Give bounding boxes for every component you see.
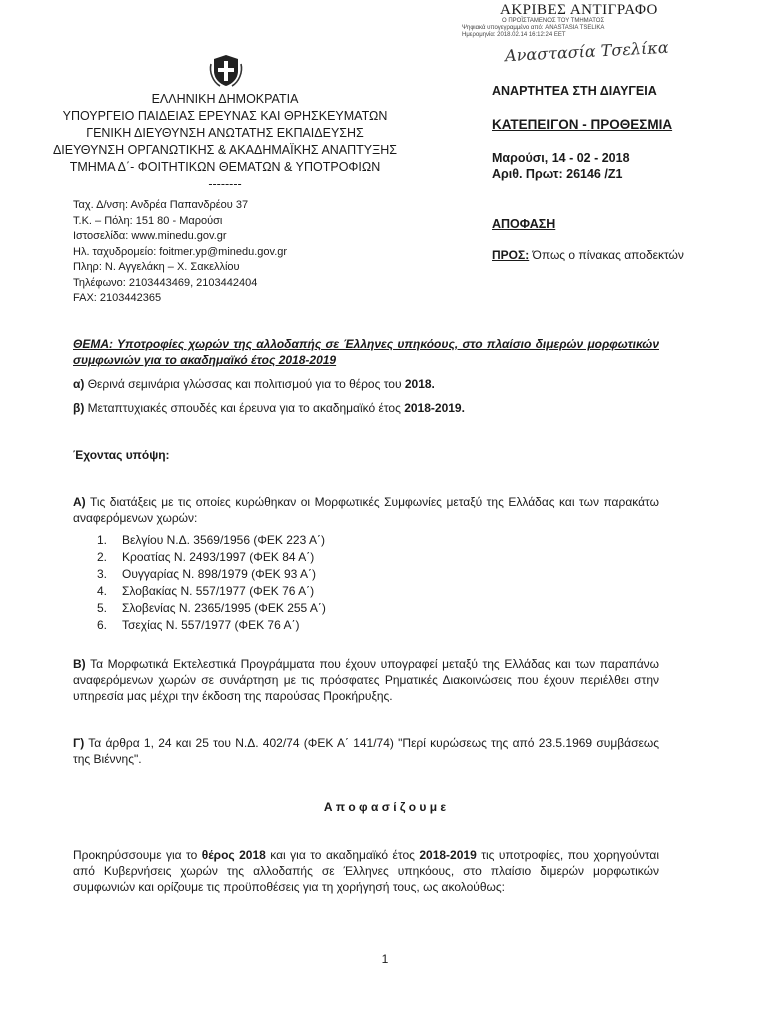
list-item-text: Ουγγαρίας Ν. 898/1979 (ΦΕΚ 93 Α΄) <box>122 567 317 581</box>
subject-item-a-year: 2018. <box>404 377 435 391</box>
coat-of-arms-icon <box>208 52 244 88</box>
subject-item-a-label: α) <box>73 377 85 391</box>
stamp-line-2: Ψηφιακά υπογεγραμμένο από: ANASTASIA TSELIKA <box>462 25 605 31</box>
clause-b-label: Β) <box>73 657 86 671</box>
recipients <box>492 247 684 263</box>
clause-c-text: Τα άρθρα 1, 24 και 25 του Ν.Δ. 402/74 (ΦΕΚ Α΄ 141/74) "Περί κυρώσεως της από 23.5.1969 συμβάσεως της Βιέννης". <box>73 736 659 766</box>
announcement-text-2: και για το ακαδημαϊκό έτος <box>265 848 420 862</box>
clause-c-label: Γ) <box>73 736 85 750</box>
subject-item-b-year: 2018-2019. <box>404 401 465 415</box>
agreements-list <box>97 532 326 634</box>
list-item-number: 1. <box>97 533 108 547</box>
handwritten-signature: Αναστασία Τσελίκα <box>504 37 670 66</box>
contact-fax: FAX: 2103442365 <box>73 292 162 304</box>
subject-text: : Υποτροφίες χωρών της αλλοδαπής σε Έλληνες υπηκόους, στο πλαίσιο διμερών μορφωτικών συμφωνιών για το ακαδημαϊκό έτος 2018-2019 <box>73 337 659 367</box>
document-date: Μαρούσι, 14 - 02 - 2018 <box>492 151 630 165</box>
considering-heading: Έχοντας υπόψη: <box>73 448 170 462</box>
protocol-number: Αριθ. Πρωτ: 26146 /Ζ1 <box>492 167 623 181</box>
page-number: 1 <box>381 952 389 966</box>
stamp-line-3: Ημερομηνία: 2018.02.14 16:12:24 EET <box>462 32 566 38</box>
contact-postal: Τ.Κ. – Πόλη: 151 80 - Μαρούσι <box>73 214 223 227</box>
subject <box>73 336 659 368</box>
list-item-number: 2. <box>97 550 108 564</box>
header-line: ΥΠΟΥΡΓΕΙΟ ΠΑΙΔΕΙΑΣ ΕΡΕΥΝΑΣ ΚΑΙ ΘΡΗΣΚΕΥΜΑΤΩΝ <box>62 109 388 123</box>
recipients-value: Όπως ο πίνακας αποδεκτών <box>529 248 684 262</box>
list-item-text: Σλοβενίας Ν. 2365/1995 (ΦΕΚ 255 Α΄) <box>122 601 326 615</box>
contact-website[interactable]: Ιστοσελίδα: www.minedu.gov.gr <box>73 230 227 242</box>
header-line: ΔΙΕΥΘΥΝΣΗ ΟΡΓΑΝΩΤΙΚΗΣ & ΑΚΑΔΗΜΑΪΚΗΣ ΑΝΑΠΤΥΞΗΣ <box>52 143 398 157</box>
list-item-text: Κροατίας Ν. 2493/1997 (ΦΕΚ 84 Α΄) <box>122 550 315 564</box>
list-item-number: 3. <box>97 567 108 581</box>
diavgeia-notice: ΑΝΑΡΤΗΤΕΑ ΣΤΗ ΔΙΑΥΓΕΙΑ <box>492 84 657 98</box>
certified-copy-stamp <box>462 2 662 39</box>
header-line: ΤΜΗΜΑ Δ΄- ΦΟΙΤΗΤΙΚΩΝ ΘΕΜΑΤΩΝ & ΥΠΟΤΡΟΦΙΩΝ <box>69 160 381 174</box>
subject-item-a-text: Θερινά σεμινάρια γλώσσας και πολιτισμού για το θέρος του <box>84 377 405 391</box>
list-item <box>97 600 326 617</box>
header-line: ΓΕΝΙΚΗ ΔΙΕΥΘΥΝΣΗ ΑΝΩΤΑΤΗΣ ΕΚΠΑΙΔΕΥΣΗΣ <box>86 126 364 140</box>
list-item <box>97 549 326 566</box>
contact-info <box>73 198 287 307</box>
stamp-line-1: Ο ΠΡΟΪΣΤΑΜΕΝΟΣ ΤΟΥ ΤΜΗΜΑΤΟΣ <box>502 18 605 24</box>
announcement-summer: θέρος 2018 <box>201 848 266 862</box>
list-item-number: 5. <box>97 601 108 615</box>
announcement-text-3: τις υποτροφίες, που χορηγούνται από Κυβερνήσεις χωρών της αλλοδαπής σε Έλληνες υπηκόους, στο πλαίσιο διμερών μορφωτικών συμφωνιών και ορίζουμε τις προϋποθέσεις για τη χορήγησή τους, ως ακολούθως: <box>73 848 659 894</box>
list-item-number: 4. <box>97 584 108 598</box>
recipients-label: ΠΡΟΣ: <box>492 248 530 262</box>
list-item-number: 6. <box>97 618 108 632</box>
subject-item-a <box>73 376 659 392</box>
contact-email[interactable]: Ηλ. ταχυδρομείο: foitmer.yp@minedu.gov.gr <box>73 245 288 258</box>
urgent-deadline: ΚΑΤΕΠΕΙΓΟΝ - ΠΡΟΘΕΣΜΙΑ <box>492 117 673 132</box>
decide-heading: Α π ο φ α σ ί ζ ο υ μ ε <box>323 800 447 814</box>
clause-c <box>73 735 659 767</box>
ministry-header <box>40 91 410 193</box>
decision-heading: ΑΠΟΦΑΣΗ <box>492 217 556 231</box>
clause-a-label: Α) <box>73 495 86 509</box>
list-item-text: Τσεχίας Ν. 557/1977 (ΦΕΚ 76 Α΄) <box>122 618 300 632</box>
list-item-text: Σλοβακίας Ν. 557/1977 (ΦΕΚ 76 Α΄) <box>122 584 315 598</box>
subject-label: ΘΕΜΑ <box>73 337 109 351</box>
announcement-paragraph <box>73 847 659 895</box>
header-line: ΕΛΛΗΝΙΚΗ ΔΗΜΟΚΡΑΤΙΑ <box>151 92 299 106</box>
list-item <box>97 566 326 583</box>
clause-b <box>73 656 659 704</box>
subject-item-b-label: β) <box>73 401 85 415</box>
announcement-year: 2018-2019 <box>419 848 477 862</box>
clause-b-text: Τα Μορφωτικά Εκτελεστικά Προγράμματα που έχουν υπογραφεί μεταξύ της Ελλάδας και των παραπάνω αναφερόμενων χωρών σε συνάρτηση με τις πρόσφατες Ρηματικές Διακοινώσεις που έχουν περιέλθει στην υπηρεσία μας μέχρι την έκδοση της παρούσας Προκήρυξης. <box>73 657 659 703</box>
subject-item-b-text: Μεταπτυχιακές σπουδές και έρευνα για το ακαδημαϊκό έτος <box>84 401 405 415</box>
list-item <box>97 583 326 600</box>
contact-phone: Τηλέφωνο: 2103443469, 2103442404 <box>73 276 258 289</box>
clause-a <box>73 494 659 526</box>
clause-a-text: Τις διατάξεις με τις οποίες κυρώθηκαν οι Μορφωτικές Συμφωνίες μεταξύ της Ελλάδας και των παρακάτω αναφερόμενων χωρών: <box>73 495 659 525</box>
subject-item-b <box>73 400 659 416</box>
contact-info-persons: Πληρ: Ν. Αγγελάκη – Χ. Σακελλίου <box>73 261 240 273</box>
list-item-text: Βελγίου Ν.Δ. 3569/1956 (ΦΕΚ 223 Α΄) <box>122 533 325 547</box>
stamp-title: ΑΚΡΙΒΕΣ ΑΝΤΙΓΡΑΦΟ <box>500 2 658 18</box>
list-item <box>97 532 326 549</box>
announcement-text-1: Προκηρύσσουμε για το <box>73 848 202 862</box>
contact-address: Ταχ. Δ/νση: Ανδρέα Παπανδρέου 37 <box>73 199 249 211</box>
list-item <box>97 617 326 634</box>
header-separator: -------- <box>208 177 242 191</box>
